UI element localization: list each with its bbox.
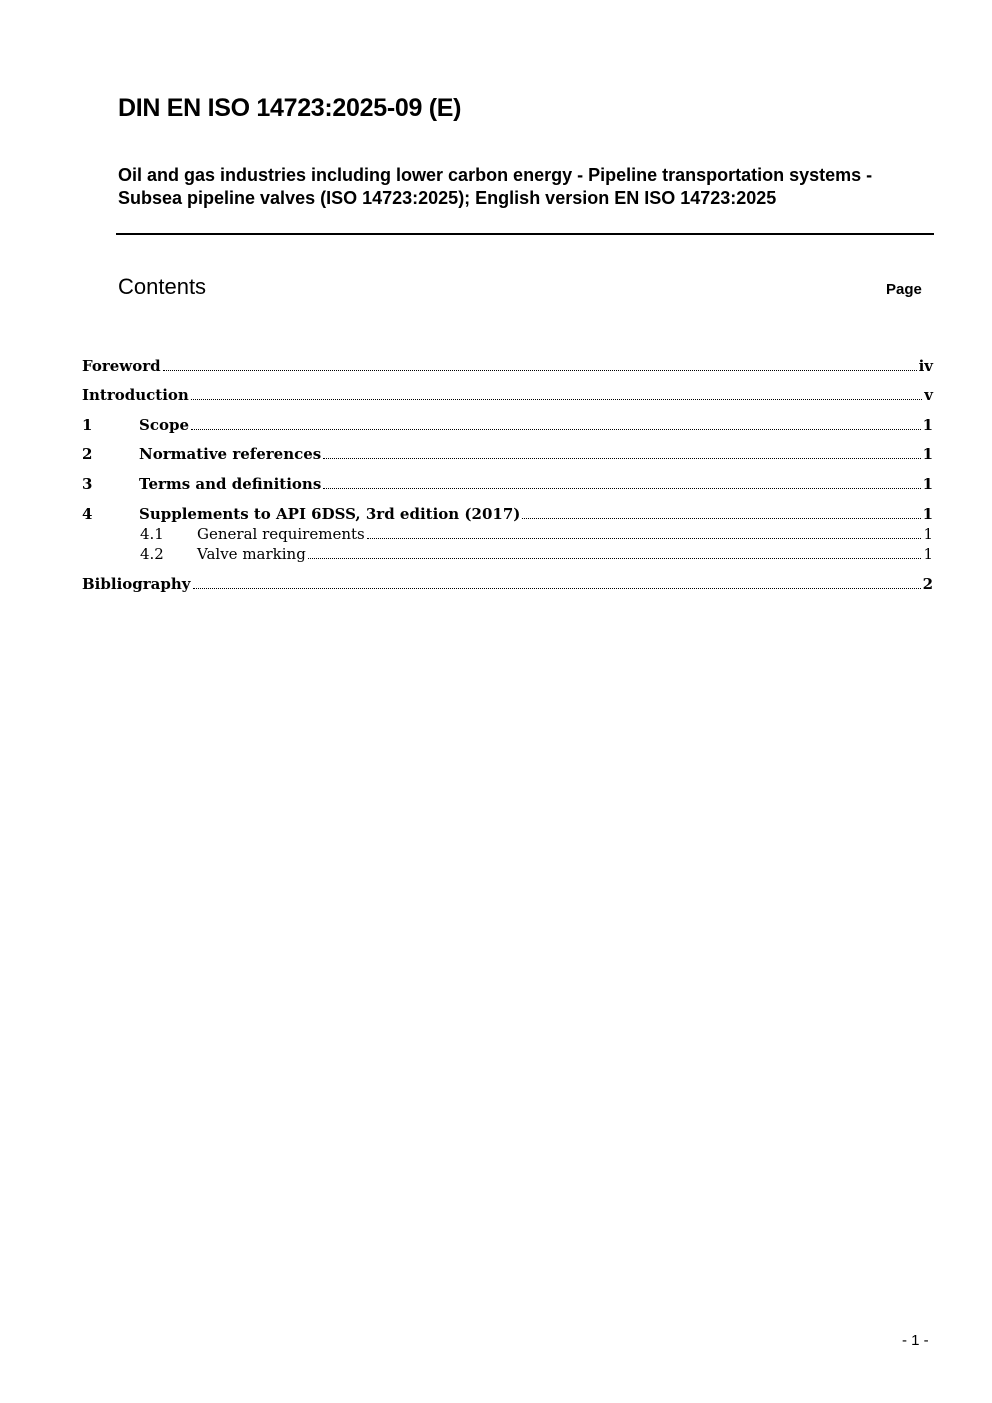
toc-entry-page: iv (918, 357, 933, 375)
toc-entry-page: 1 (922, 475, 933, 493)
contents-heading: Contents (118, 274, 207, 299)
toc-dot-leader (308, 558, 922, 559)
page-column-label: Page (886, 281, 922, 298)
toc-entry-label: Normative references (139, 445, 322, 463)
toc-entry-supplements[interactable] (82, 505, 933, 523)
toc-entry-label: General requirements (197, 525, 365, 543)
toc-entry-introduction[interactable] (82, 386, 933, 404)
toc-entry-normative-references[interactable] (82, 445, 933, 463)
toc-dot-leader (191, 429, 921, 430)
toc-dot-leader (323, 488, 920, 489)
toc-dot-leader (163, 370, 917, 371)
toc-dot-leader (191, 399, 922, 400)
toc-dot-leader (323, 458, 920, 459)
toc-entry-label: Supplements to API 6DSS, 3rd edition (2017) (139, 505, 521, 523)
toc-dot-leader (193, 588, 921, 589)
toc-entry-label: Scope (139, 416, 190, 434)
toc-entry-foreword[interactable] (82, 357, 933, 375)
toc-entry-page: 1 (923, 545, 933, 563)
title-underline (116, 233, 934, 235)
toc-entry-label: Terms and definitions (139, 475, 322, 493)
toc-entry-label: Valve marking (197, 545, 306, 563)
toc-entry-page: v (924, 386, 933, 404)
toc-entry-label: Foreword (82, 357, 161, 375)
toc-entry-terms-and-definitions[interactable] (82, 475, 933, 493)
toc-entry-number: 4.2 (140, 545, 164, 563)
toc-entry-label: Introduction (82, 386, 189, 404)
toc-dot-leader (522, 518, 920, 519)
toc-entry-page: 1 (922, 416, 933, 434)
toc-entry-valve-marking[interactable] (140, 545, 933, 563)
document-code: DIN EN ISO 14723:2025-09 (E) (118, 94, 462, 122)
toc-entry-general-requirements[interactable] (140, 525, 933, 543)
toc-entry-bibliography[interactable] (82, 575, 933, 593)
toc-entry-number: 4 (82, 505, 93, 523)
toc-entry-number: 2 (82, 445, 93, 463)
document-title: Oil and gas industries including lower carbon energy - Pipeline transportation systems - Subsea pipeline valves (ISO 14723:2025); English version EN ISO 14723:2025 (118, 165, 873, 208)
toc-entry-label: Bibliography (82, 575, 191, 593)
footer-page-number: - 1 - (902, 1332, 929, 1349)
toc-entry-page: 1 (922, 505, 933, 523)
toc-entry-number: 1 (82, 416, 93, 434)
toc-entry-page: 1 (923, 525, 933, 543)
toc-entry-scope[interactable] (82, 416, 933, 434)
toc-entry-number: 3 (82, 475, 93, 493)
toc-entry-page: 2 (922, 575, 933, 593)
toc-entry-number: 4.1 (140, 525, 164, 543)
toc-entry-page: 1 (922, 445, 933, 463)
toc-dot-leader (367, 538, 922, 539)
